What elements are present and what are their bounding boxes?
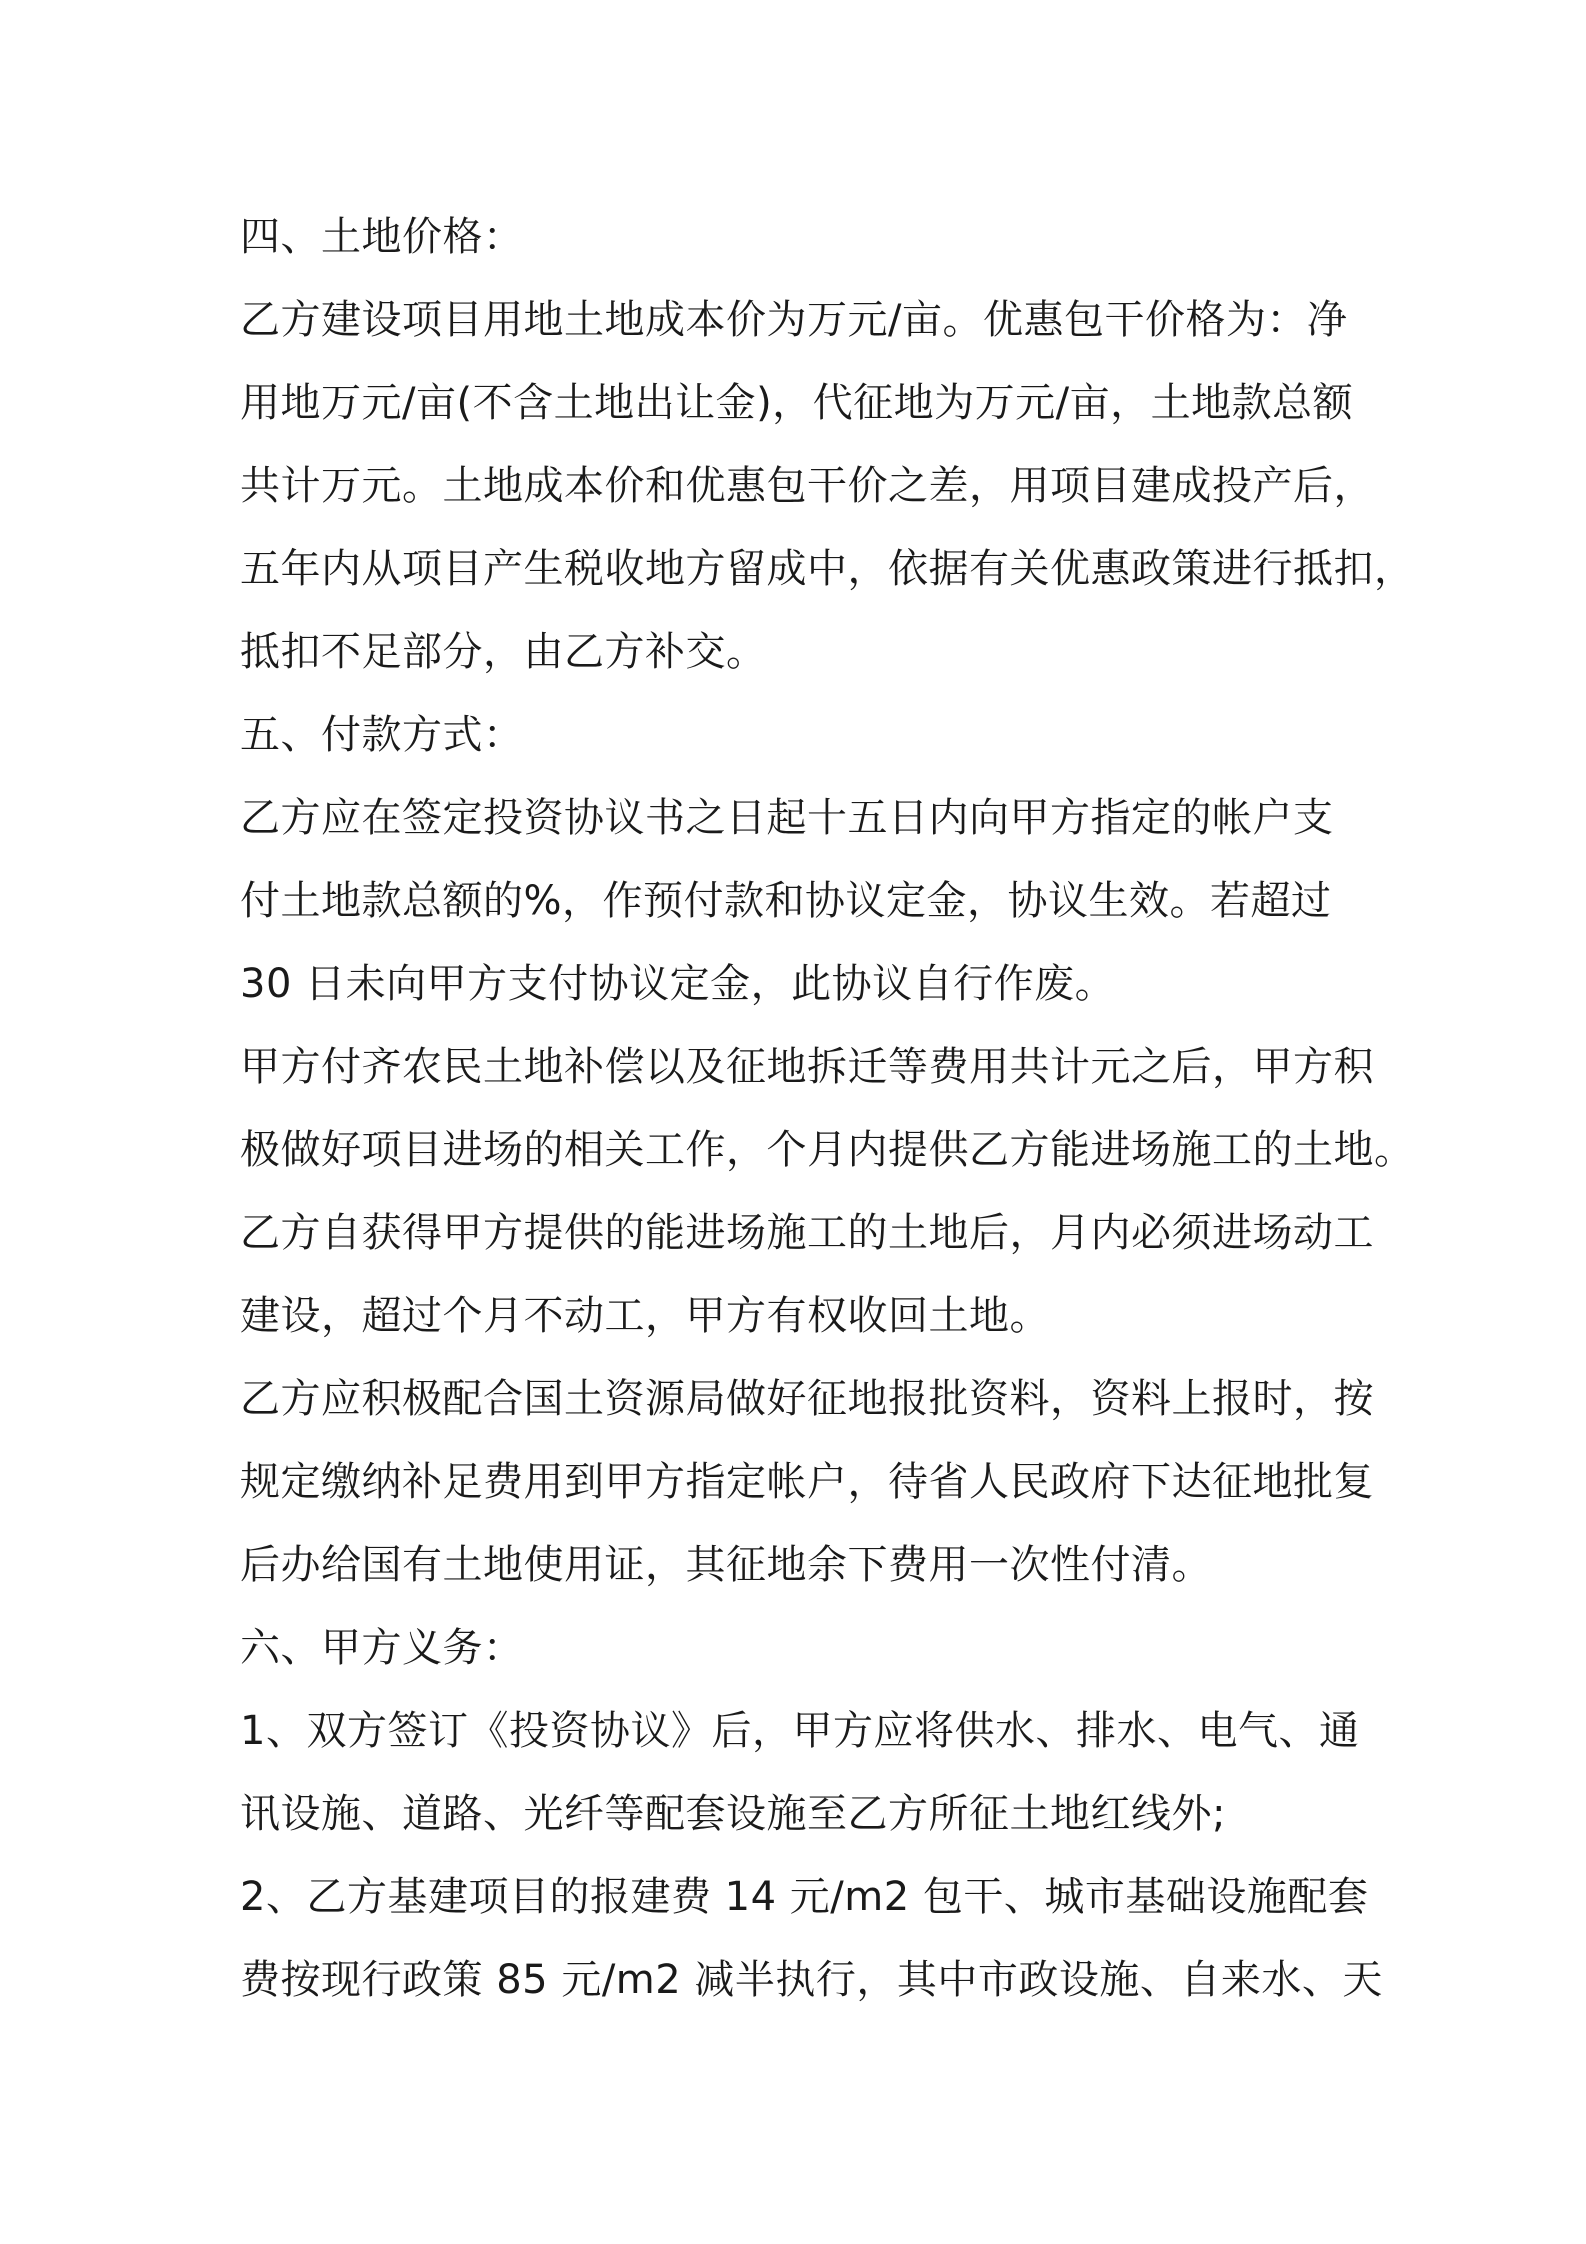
- paragraph-line: 建设，超过个月不动工，甲方有权收回土地。: [240, 1293, 1050, 1339]
- paragraph-line: 规定缴纳补足费用到甲方指定帐户，待省人民政府下达征地批复: [240, 1459, 1374, 1505]
- paragraph-line: 1、双方签订《投资协议》后，甲方应将供水、排水、电气、通: [240, 1708, 1360, 1754]
- section-heading-party-a-obligations: 六、甲方义务：: [240, 1625, 524, 1671]
- section-heading-land-price: 四、土地价格：: [240, 214, 524, 260]
- paragraph-line: 乙方应积极配合国土资源局做好征地报批资料，资料上报时，按: [240, 1376, 1374, 1422]
- section-heading-payment: 五、付款方式：: [240, 712, 524, 758]
- paragraph-line: 五年内从项目产生税收地方留成中，依据有关优惠政策进行抵扣，: [240, 546, 1415, 592]
- paragraph-line: 用地万元/亩(不含土地出让金)，代征地为万元/亩，土地款总额: [240, 380, 1354, 426]
- paragraph-line: 讯设施、道路、光纤等配套设施至乙方所征土地红线外;: [240, 1791, 1226, 1837]
- paragraph-line: 共计万元。土地成本价和优惠包干价之差，用项目建成投产后，: [240, 463, 1374, 509]
- paragraph-line: 付土地款总额的%，作预付款和协议定金，协议生效。若超过: [240, 878, 1332, 924]
- paragraph-line: 2、乙方基建项目的报建费 14 元/m2 包干、城市基础设施配套: [240, 1874, 1369, 1920]
- paragraph-line: 费按现行政策 85 元/m2 减半执行，其中市政设施、自来水、天: [240, 1957, 1383, 2003]
- paragraph-line: 乙方建设项目用地土地成本价为万元/亩。优惠包干价格为：净: [240, 297, 1348, 343]
- paragraph-line: 抵扣不足部分，由乙方补交。: [240, 629, 767, 675]
- paragraph-line: 乙方应在签定投资协议书之日起十五日内向甲方指定的帐户支: [240, 795, 1334, 841]
- paragraph-line: 30 日未向甲方支付协议定金，此协议自行作废。: [240, 961, 1116, 1007]
- paragraph-line: 甲方付齐农民土地补偿以及征地拆迁等费用共计元之后，甲方积: [240, 1044, 1374, 1090]
- paragraph-line: 后办给国有土地使用证，其征地余下费用一次性付清。: [240, 1542, 1212, 1588]
- paragraph-line: 乙方自获得甲方提供的能进场施工的土地后，月内必须进场动工: [240, 1210, 1374, 1256]
- document-body: [240, 196, 1415, 2022]
- paragraph-line: 极做好项目进场的相关工作，个月内提供乙方能进场施工的土地。: [240, 1127, 1415, 1173]
